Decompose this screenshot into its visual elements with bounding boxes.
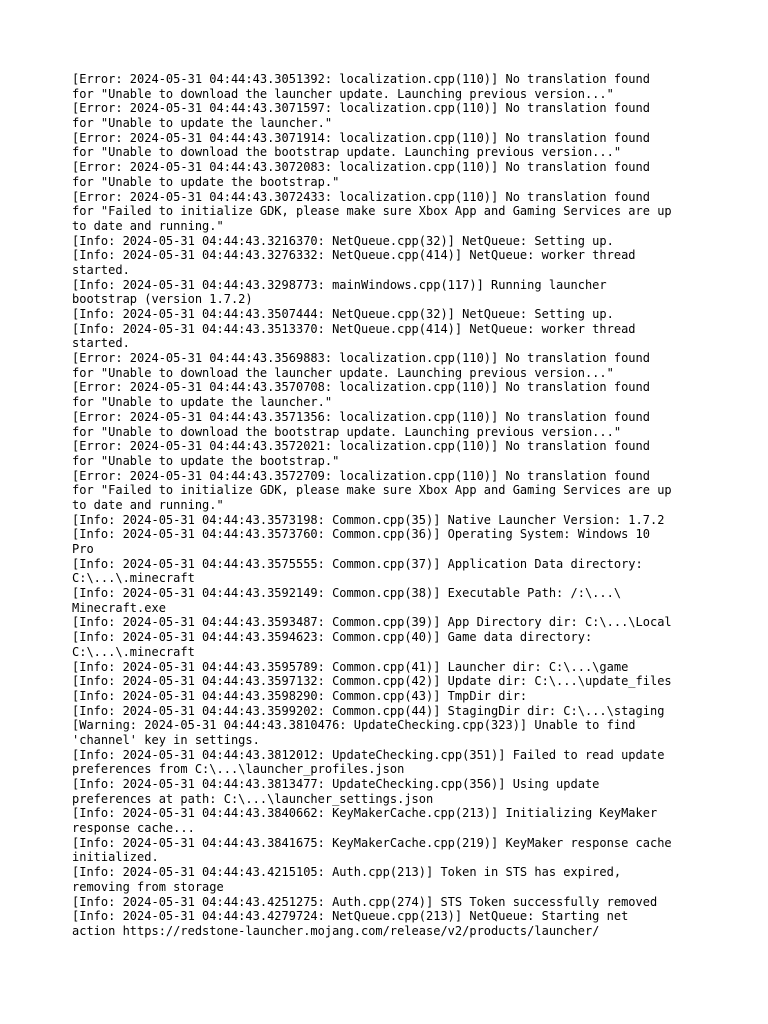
log-line: [Error: 2024-05-31 04:44:43.3572709: localization.cpp(110)] No translation found: [72, 468, 650, 483]
log-line: for "Unable to update the bootstrap.": [72, 453, 340, 468]
log-line: [Error: 2024-05-31 04:44:43.3071597: localization.cpp(110)] No translation found: [72, 101, 650, 116]
log-line: action https://redstone-launcher.mojang.com/release/v2/products/launcher/: [72, 923, 600, 938]
log-line: started.: [72, 262, 130, 277]
log-line: [Error: 2024-05-31 04:44:43.3569883: localization.cpp(110)] No translation found: [72, 351, 650, 366]
log-line: for "Unable to download the launcher update. Launching previous version...": [72, 365, 614, 380]
log-line: [Info: 2024-05-31 04:44:43.3840662: KeyMakerCache.cpp(213)] Initializing KeyMaker: [72, 806, 658, 821]
log-line: [Info: 2024-05-31 04:44:43.3513370: NetQueue.cpp(414)] NetQueue: worker thread: [72, 321, 636, 336]
log-output: [72, 72, 712, 939]
log-line: [Info: 2024-05-31 04:44:43.3594623: Common.cpp(40)] Game data directory:: [72, 630, 593, 645]
log-line: for "Unable to update the launcher.": [72, 395, 333, 410]
log-line: [Info: 2024-05-31 04:44:43.3575555: Common.cpp(37)] Application Data directory:: [72, 556, 643, 571]
log-line: for "Unable to update the bootstrap.": [72, 174, 340, 189]
log-line: to date and running.": [72, 497, 224, 512]
log-line: Minecraft.exe: [72, 600, 166, 615]
log-line: [Info: 2024-05-31 04:44:43.3573760: Common.cpp(36)] Operating System: Windows 10: [72, 527, 650, 542]
log-line: [Info: 2024-05-31 04:44:43.3595789: Common.cpp(41)] Launcher dir: C:\...\game: [72, 659, 629, 674]
log-line: for "Unable to download the bootstrap update. Launching previous version...": [72, 424, 622, 439]
log-line: response cache...: [72, 821, 195, 836]
log-line: started.: [72, 336, 130, 351]
log-line: [Info: 2024-05-31 04:44:43.3298773: mainWindows.cpp(117)] Running launcher: [72, 277, 607, 292]
log-line: for "Unable to update the launcher.": [72, 116, 333, 131]
log-line: C:\...\.minecraft: [72, 571, 195, 586]
log-line: [Info: 2024-05-31 04:44:43.3597132: Common.cpp(42)] Update dir: C:\...\update_files: [72, 674, 672, 689]
log-line: [Info: 2024-05-31 04:44:43.3841675: KeyMakerCache.cpp(219)] KeyMaker response cache: [72, 835, 672, 850]
log-line: for "Failed to initialize GDK, please make sure Xbox App and Gaming Services are up: [72, 204, 672, 219]
log-line: [Info: 2024-05-31 04:44:43.3593487: Common.cpp(39)] App Directory dir: C:\...\Local: [72, 615, 672, 630]
log-line: [Info: 2024-05-31 04:44:43.4215105: Auth.cpp(213)] Token in STS has expired,: [72, 865, 622, 880]
log-line: bootstrap (version 1.7.2): [72, 292, 253, 307]
log-line: C:\...\.minecraft: [72, 644, 195, 659]
log-line: [Error: 2024-05-31 04:44:43.3051392: localization.cpp(110)] No translation found: [72, 72, 650, 86]
log-line: [Error: 2024-05-31 04:44:43.3571356: localization.cpp(110)] No translation found: [72, 409, 650, 424]
log-line: [Error: 2024-05-31 04:44:43.3071914: localization.cpp(110)] No translation found: [72, 130, 650, 145]
log-line: [Error: 2024-05-31 04:44:43.3072433: localization.cpp(110)] No translation found: [72, 189, 650, 204]
log-line: [Info: 2024-05-31 04:44:43.3598290: Common.cpp(43)] TmpDir dir:: [72, 688, 528, 703]
log-line: [Info: 2024-05-31 04:44:43.3573198: Common.cpp(35)] Native Launcher Version: 1.7.2: [72, 512, 665, 527]
log-line: [Info: 2024-05-31 04:44:43.3599202: Common.cpp(44)] StagingDir dir: C:\...\staging: [72, 703, 665, 718]
log-line: preferences at path: C:\...\launcher_settings.json: [72, 791, 434, 806]
log-line: Pro: [72, 542, 94, 556]
log-line: for "Unable to download the bootstrap update. Launching previous version...": [72, 145, 622, 160]
log-line: initialized.: [72, 850, 159, 865]
log-line: for "Failed to initialize GDK, please make sure Xbox App and Gaming Services are up: [72, 483, 672, 498]
log-line: [Info: 2024-05-31 04:44:43.3276332: NetQueue.cpp(414)] NetQueue: worker thread: [72, 248, 636, 263]
log-line: [Info: 2024-05-31 04:44:43.3812012: UpdateChecking.cpp(351)] Failed to read update: [72, 747, 665, 762]
log-line: [Warning: 2024-05-31 04:44:43.3810476: UpdateChecking.cpp(323)] Unable to find: [72, 718, 636, 733]
log-line: for "Unable to download the launcher update. Launching previous version...": [72, 86, 614, 101]
log-line: [Error: 2024-05-31 04:44:43.3072083: localization.cpp(110)] No translation found: [72, 160, 650, 175]
log-line: 'channel' key in settings.: [72, 732, 260, 747]
log-line: [Info: 2024-05-31 04:44:43.4251275: Auth.cpp(274)] STS Token successfully removed: [72, 894, 658, 909]
log-line: removing from storage: [72, 879, 224, 894]
log-line: [Info: 2024-05-31 04:44:43.3216370: NetQueue.cpp(32)] NetQueue: Setting up.: [72, 233, 614, 248]
log-line: preferences from C:\...\launcher_profiles.json: [72, 762, 405, 777]
log-line: [Info: 2024-05-31 04:44:43.4279724: NetQueue.cpp(213)] NetQueue: Starting net: [72, 909, 629, 924]
log-line: [Info: 2024-05-31 04:44:43.3813477: UpdateChecking.cpp(356)] Using update: [72, 777, 600, 791]
log-line: [Info: 2024-05-31 04:44:43.3592149: Common.cpp(38)] Executable Path: /:\...\: [72, 586, 622, 601]
log-line: [Info: 2024-05-31 04:44:43.3507444: NetQueue.cpp(32)] NetQueue: Setting up.: [72, 307, 614, 321]
log-line: [Error: 2024-05-31 04:44:43.3572021: localization.cpp(110)] No translation found: [72, 439, 650, 454]
log-line: [Error: 2024-05-31 04:44:43.3570708: localization.cpp(110)] No translation found: [72, 380, 650, 395]
log-line: to date and running.": [72, 218, 224, 233]
